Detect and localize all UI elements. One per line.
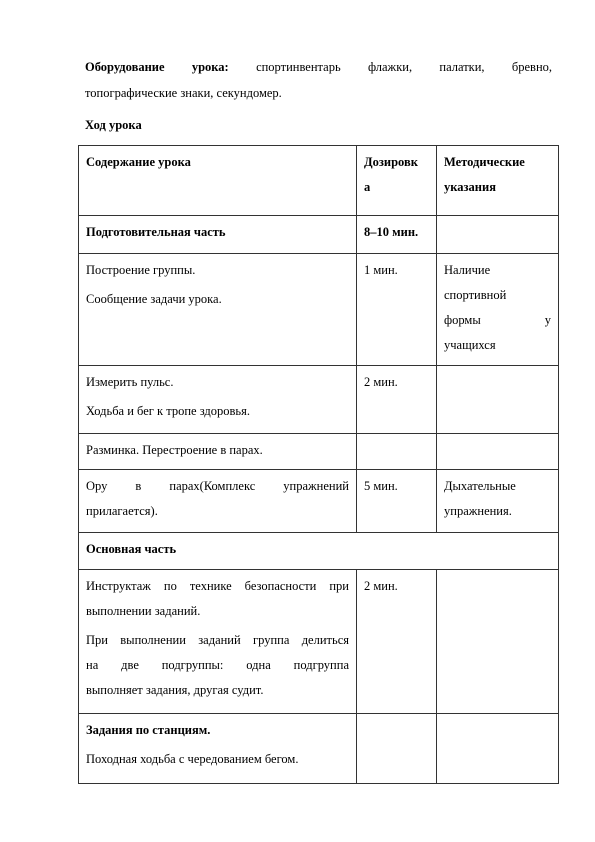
row6-p1: Походная ходьба с чередованием бегом.: [86, 752, 299, 766]
row4-note-line-1: Дыхательные: [444, 479, 516, 493]
row1-note-line-3: формы у: [444, 313, 551, 327]
row1-p1: Построение группы.: [86, 263, 196, 277]
table-header-row: [79, 146, 559, 216]
table-row-prep: [79, 216, 559, 254]
header-notes-line-1: Методические: [444, 155, 525, 169]
row3-content: Разминка. Перестроение в парах.: [79, 434, 357, 470]
prep-notes: [437, 216, 559, 254]
row2-dosage: 2 мин.: [357, 366, 437, 434]
row2-p2: Ходьба и бег к тропе здоровья.: [86, 404, 251, 418]
equipment-text-1: спортинвентарь флажки, палатки, бревно,: [256, 60, 553, 74]
table-row: [79, 570, 559, 714]
header-dosage: [357, 146, 437, 216]
table-row-main-section: [79, 533, 559, 570]
row1-dosage: 1 мин.: [357, 254, 437, 366]
table-row: [79, 434, 559, 470]
equipment-line-2: топографические знаки, секундомер.: [85, 86, 282, 100]
row5-p1-line-1: Инструктаж по технике безопасности при: [86, 579, 349, 593]
main-section-title: Основная часть: [79, 533, 559, 570]
row1-note-line-4: учащихся: [444, 338, 496, 352]
lesson-flow-heading: Ход урока: [85, 118, 142, 132]
row4-notes: [437, 470, 559, 533]
header-dosage-line-1: Дозировк: [364, 155, 418, 169]
row3-notes: [437, 434, 559, 470]
row4-line-1: Ору в парах(Комплекс упражнений: [86, 479, 349, 493]
table-row: [79, 254, 559, 366]
row5-p2-line-3: выполняет задания, другая судит.: [86, 683, 264, 697]
row6-dosage: [357, 714, 437, 784]
row1-content: [79, 254, 357, 366]
row1-notes: [437, 254, 559, 366]
header-notes: [437, 146, 559, 216]
row2-p1: Измерить пульс.: [86, 375, 174, 389]
row2-notes: [437, 366, 559, 434]
row4-note-line-2: упражнения.: [444, 504, 512, 518]
table-row: [79, 470, 559, 533]
row5-dosage: 2 мин.: [357, 570, 437, 714]
prep-dosage: 8–10 мин.: [357, 216, 437, 254]
row1-note-line-1: Наличие: [444, 263, 491, 277]
header-content: Содержание урока: [79, 146, 357, 216]
row1-p2: Сообщение задачи урока.: [86, 292, 222, 306]
lesson-table: [78, 145, 559, 784]
row4-content: [79, 470, 357, 533]
equipment-label: Оборудование урока:: [85, 60, 229, 74]
row5-content: [79, 570, 357, 714]
row6-content: [79, 714, 357, 784]
header-notes-line-2: указания: [444, 180, 496, 194]
row6-title: Задания по станциям.: [86, 723, 211, 737]
header-dosage-line-2: а: [364, 180, 371, 194]
row1-note-line-2: спортивной: [444, 288, 507, 302]
row6-notes: [437, 714, 559, 784]
equipment-line-1: [85, 54, 552, 80]
row4-line-2: прилагается).: [86, 504, 158, 518]
row5-p1-line-2: выполнении заданий.: [86, 604, 201, 618]
row5-p2-line-2: на две подгруппы: одна подгруппа: [86, 658, 349, 672]
table-row: [79, 714, 559, 784]
table-row: [79, 366, 559, 434]
prep-title: Подготовительная часть: [79, 216, 357, 254]
row5-p2-line-1: При выполнении заданий группа делиться: [86, 633, 349, 647]
row3-dosage: [357, 434, 437, 470]
row4-dosage: 5 мин.: [357, 470, 437, 533]
row5-notes: [437, 570, 559, 714]
row2-content: [79, 366, 357, 434]
